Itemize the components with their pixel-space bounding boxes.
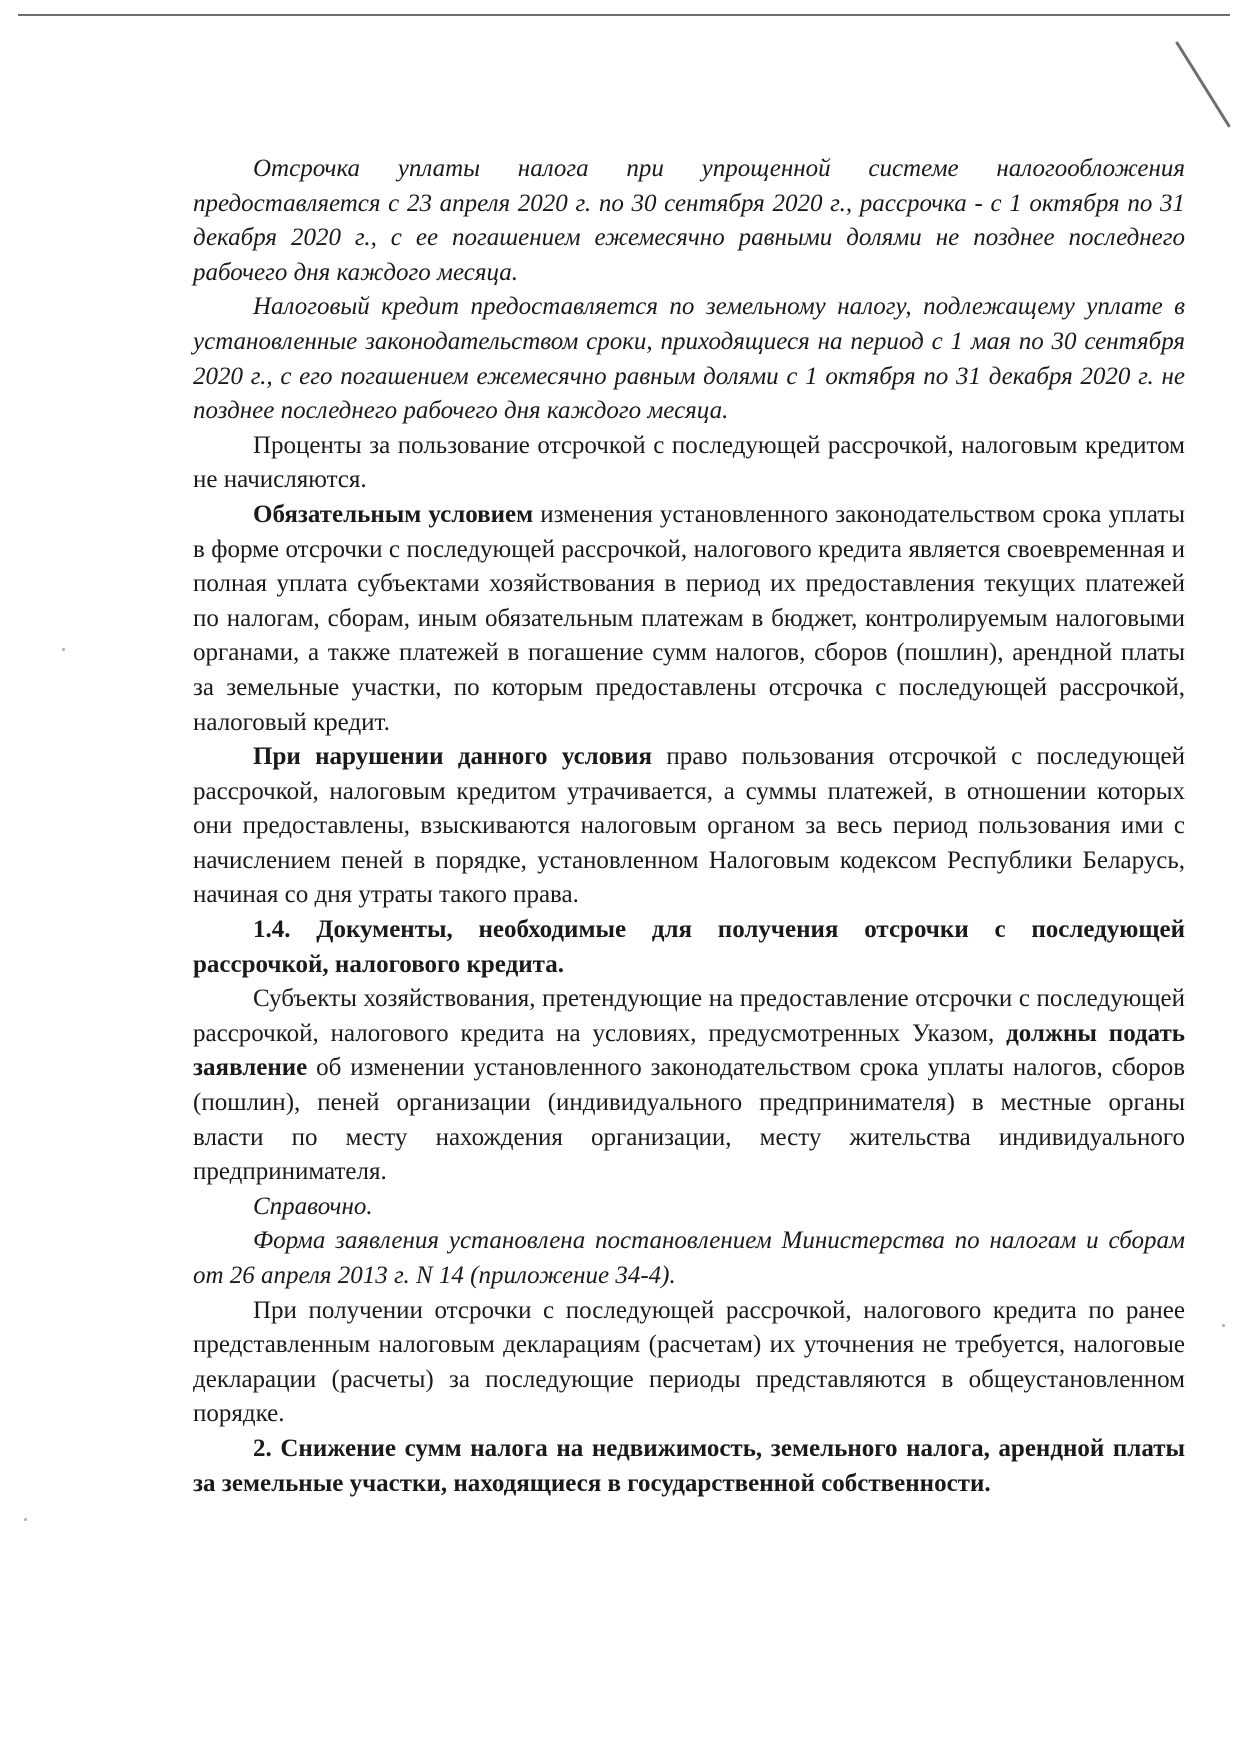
- document-body: [193, 152, 1185, 1501]
- paragraph-reference-label: Справочно.: [253, 1192, 373, 1220]
- scan-corner-mark: [1175, 41, 1231, 127]
- bold-lead: Обязательным условием: [253, 500, 534, 528]
- paragraph-text: об изменении установленного законодательством срока уплаты налогов, сборов (пошлин), пеней организации (индивидуального предпринимателя) в местные органы власти по месту нахождения организации, месту жительства индивидуального предпринимателя.: [193, 1054, 1185, 1186]
- paragraph-text: Субъекты хозяйствования, претендующие на предоставление отсрочки с последующей рассрочкой, налогового кредита на условиях, предусмотренных Указом,: [193, 985, 1185, 1047]
- scan-speck: [24, 1518, 27, 1521]
- scan-speck: [62, 648, 65, 651]
- paragraph-declarations-note: При получении отсрочки с последующей рассрочкой, налогового кредита по ранее представленным налоговым декларациям (расчетам) их уточнения не требуется, налоговые декларации (расчеты) за последующие периоды представляются в общеустановленном порядке.: [193, 1296, 1185, 1428]
- section-heading-2: 2. Снижение сумм налога на недвижимость, земельного налога, арендной платы за земельные участки, находящиеся в государственной собственности.: [193, 1434, 1185, 1497]
- paragraph-text: изменения установленного законодательством срока уплаты в форме отсрочки с последующей рассрочкой, налогового кредита является своевременная и полная уплата субъектами хозяйствования в период их предоставления текущих платежей по налогам, сборам, иным обязательным платежам в бюджет, контролируемым налоговыми органами, а также платежей в погашение сумм налогов, сборов (пошлин), арендной платы за земельные участки, по которым предоставлены отсрочка с последующей рассрочкой, налоговый кредит.: [193, 500, 1185, 736]
- paragraph-text: право пользования отсрочкой с последующей рассрочкой, налоговым кредитом утрачивается, а суммы платежей, в отношении которых они предоставлены, взыскиваются налоговым органом за весь период пользования ими с начислением пеней в порядке, установленном Налоговым кодексом Республики Беларусь, начиная со дня утраты такого права.: [193, 743, 1185, 909]
- paragraph-form-reference: Форма заявления установлена постановлением Министерства по налогам и сборам от 26 апреля 2013 г. N 14 (приложение 34-4).: [193, 1227, 1185, 1289]
- paragraph-violation-condition: [193, 740, 1185, 913]
- paragraph-interest-note: Проценты за пользование отсрочкой с последующей рассрочкой, налоговым кредитом не начисляются.: [193, 431, 1185, 494]
- section-heading-1-4: 1.4. Документы, необходимые для получения отсрочки с последующей рассрочкой, налогового кредита.: [193, 916, 1185, 978]
- paragraph-land-tax-credit: Налоговый кредит предоставляется по земельному налогу, подлежащему уплате в установленные законодательством сроки, приходящиеся на период с 1 мая по 30 сентября 2020 г., с его погашением ежемесячно равным долями с 1 октября по 31 декабря 2020 г. не позднее последнего рабочего дня каждого месяца.: [193, 293, 1185, 425]
- bold-lead: При нарушении данного условия: [253, 743, 652, 771]
- paragraph-mandatory-condition: [193, 498, 1185, 740]
- scan-speck: [1222, 1324, 1225, 1327]
- bold-phrase: должны подать заявление: [193, 1019, 1185, 1082]
- paragraph-simplified-tax-deferral: Отсрочка уплаты налога при упрощенной системе налогообложения предоставляется с 23 апреля 2020 г. по 30 сентября 2020 г., рассрочка - с 1 октября по 31 декабря 2020 г., с ее погашением ежемесячно равными долями не позднее последнего рабочего дня каждого месяца.: [193, 155, 1185, 286]
- paragraph-application-requirement: [193, 982, 1185, 1190]
- top-border-line: [18, 14, 1230, 16]
